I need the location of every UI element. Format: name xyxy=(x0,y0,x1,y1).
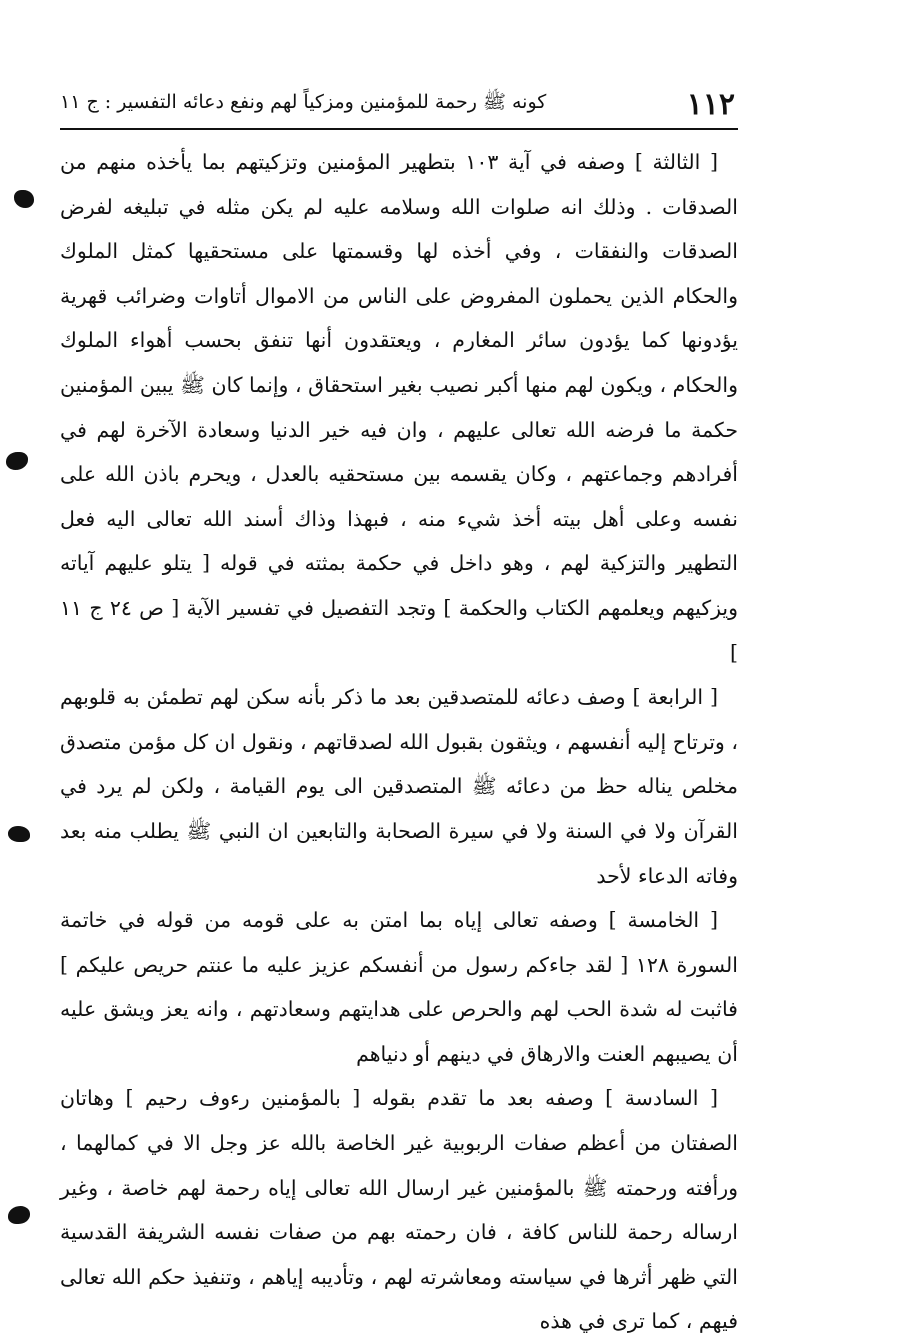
body-text xyxy=(60,140,738,1344)
binding-hole-mark xyxy=(8,1206,30,1224)
paragraph-fifth: [ الخامسة ] وصفه تعالى إياه بما امتن به على قومه من قوله في خاتمة السورة ١٢٨ [ لقد جاءكم رسول من أنفسكم عزيز عليه ما عنتم حريص عليكم ] فاثبت له شدة الحب لهم والحرص على هدايتهم وسعادتهم ، وانه يعز ويشق عليه أن يصيبهم العنت والارهاق في دينهم أو دنياهم xyxy=(60,908,738,1066)
running-header xyxy=(60,84,735,124)
paragraph-fourth: [ الرابعة ] وصف دعائه للمتصدقين بعد ما ذكر بأنه سكن لهم تطمئن به قلوبهم ، وترتاح إليه أنفسهم ، ويثقون بقبول الله لصدقاتهم ، ونقول ان كل مؤمن متصدق مخلص يناله حظ من دعائه ﷺ المتصدقين الى يوم القيامة ، ولكن لم يرد في القرآن ولا في السنة ولا في سيرة الصحابة والتابعين ان النبي ﷺ يطلب منه بعد وفاته الدعاء لأحد xyxy=(60,685,738,888)
binding-hole-mark xyxy=(8,826,30,842)
running-title xyxy=(60,90,661,118)
binding-hole-mark xyxy=(6,452,28,470)
header-rule xyxy=(60,128,738,130)
paragraph-third: [ الثالثة ] وصفه في آية ١٠٣ بتطهير المؤمنين وتزكيتهم بما يأخذه منهم من الصدقات . وذلك انه صلوات الله وسلامه عليه لم يكن مثله في تبليغه لفرض الصدقات والنفقات ، وفي أخذه لها وقسمتها على مستحقيها كمثل الملوك والحكام الذين يحملون المفروض على الناس من الاموال أتاوات وضرائب قهرية يؤدونها كما يؤدون سائر المغارم ، ويعتقدون أنها تنفق بحسب أهواء الملوك والحكام ، ويكون لهم منها أكبر نصيب بغير استحقاق ، وإنما كان ﷺ يبين المؤمنين حكمة ما فرضه الله تعالى عليهم ، وان فيه خير الدنيا وسعادة الآخرة لهم في أفرادهم وجماعتهم ، وكان يقسمه بين مستحقيه بالعدل ، ويحرم باذن الله على نفسه وعلى أهل بيته أخذ شيء منه ، فبهذا وذاك أسند الله تعالى اليه فعل التطهير والتزكية لهم ، وهو داخل في حكمة بمثته في قوله [ يتلو عليهم آياته ويزكيهم ويعلمهم الكتاب والحكمة ] وتجد التفصيل في تفسير الآية [ ص ٢٤ ج ١١ ] xyxy=(60,150,739,665)
page-number: ١١٢ xyxy=(686,86,735,122)
paragraph-sixth: [ السادسة ] وصفه بعد ما تقدم بقوله [ بالمؤمنين رءوف رحيم ] وهاتان الصفتان من أعظم صفات الربوبية غير الخاصة بالله عز وجل الا في كمالهما ، ورأفته ورحمته ﷺ بالمؤمنين غير ارسال الله تعالى إياه رحمة لهم خاصة ، وغير ارساله رحمة للناس كافة ، فان رحمته بهم من صفات نفسه الشريفة القدسية التي ظهر أثرها في سياسته ومعاشرته لهم ، وتأديبه إياهم ، وتنفيذ حكم الله تعالى فيهم ، كما ترى في هذه xyxy=(60,1086,738,1334)
chapter-title: كونه ﷺ رحمة للمؤمنين ومزكياً لهم ونفع دعائه xyxy=(182,91,547,113)
binding-hole-mark xyxy=(14,190,34,208)
section-label: التفسير : ج ١١ xyxy=(60,91,177,113)
